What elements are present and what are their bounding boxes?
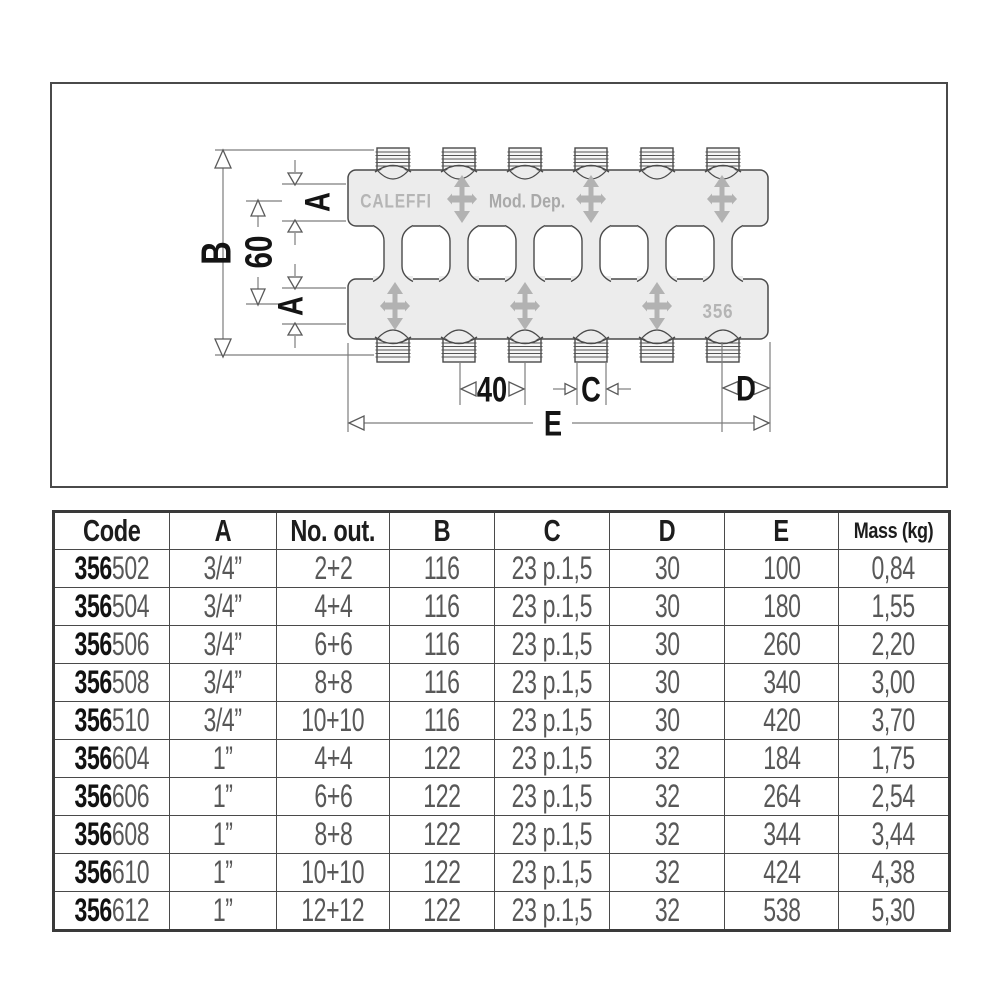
header-code: Code	[54, 512, 170, 550]
table-row	[54, 854, 950, 892]
cell-e: 344	[725, 816, 839, 854]
connecting-tube	[571, 224, 611, 283]
cell-e: 424	[725, 854, 839, 892]
table-row	[54, 664, 950, 702]
header-c: C	[495, 512, 610, 550]
cell-b: 116	[390, 588, 495, 626]
tube-outline	[468, 226, 479, 282]
cell-d: 32	[610, 816, 725, 854]
cell-no-out: 6+6	[277, 626, 390, 664]
header-e: E	[725, 512, 839, 550]
dim-label-E: E	[543, 404, 563, 444]
cell-mass: 3,00	[839, 664, 950, 702]
cell-d: 32	[610, 892, 725, 931]
cell-e: 340	[725, 664, 839, 702]
table-row	[54, 778, 950, 816]
dim-label-A-upper: A	[298, 192, 338, 212]
tube-outline	[666, 226, 677, 282]
tube-outline	[703, 226, 714, 282]
cell-a: 1”	[170, 854, 277, 892]
mod-dep-text: Mod. Dep.	[488, 190, 566, 212]
tube-outline	[505, 226, 516, 282]
tube-outline	[402, 226, 413, 282]
cell-c: 23 p.1,5	[495, 550, 610, 588]
cell-e: 264	[725, 778, 839, 816]
cell-mass: 3,70	[839, 702, 950, 740]
cell-a: 3/4”	[170, 588, 277, 626]
cell-code: 356604	[54, 740, 170, 778]
cell-b: 122	[390, 778, 495, 816]
series-text: 356	[702, 299, 734, 323]
cell-mass: 0,84	[839, 550, 950, 588]
cell-mass: 4,38	[839, 854, 950, 892]
table-row	[54, 892, 950, 931]
cell-a: 1”	[170, 740, 277, 778]
cell-no-out: 6+6	[277, 778, 390, 816]
table-row	[54, 740, 950, 778]
tube-outline	[600, 226, 611, 282]
cell-no-out: 8+8	[277, 664, 390, 702]
cell-c: 23 p.1,5	[495, 664, 610, 702]
cell-code: 356612	[54, 892, 170, 931]
cell-mass: 2,20	[839, 626, 950, 664]
cell-b: 116	[390, 626, 495, 664]
cell-d: 30	[610, 702, 725, 740]
cell-c: 23 p.1,5	[495, 778, 610, 816]
cell-b: 122	[390, 816, 495, 854]
header-no-out: No. out.	[277, 512, 390, 550]
cell-a: 3/4”	[170, 550, 277, 588]
cell-a: 3/4”	[170, 664, 277, 702]
drawing-box	[50, 82, 948, 488]
cell-e: 420	[725, 702, 839, 740]
cell-b: 122	[390, 854, 495, 892]
crossbar-icon	[581, 196, 601, 203]
cell-b: 116	[390, 702, 495, 740]
table-header-row	[54, 512, 950, 550]
cell-b: 122	[390, 740, 495, 778]
cell-no-out: 8+8	[277, 816, 390, 854]
cell-d: 30	[610, 664, 725, 702]
cell-c: 23 p.1,5	[495, 740, 610, 778]
tube-outline	[637, 226, 648, 282]
cell-no-out: 4+4	[277, 740, 390, 778]
header-d: D	[610, 512, 725, 550]
cell-d: 30	[610, 550, 725, 588]
dim-label-C: C	[581, 370, 601, 410]
crossbar-icon	[452, 196, 472, 203]
cell-b: 116	[390, 550, 495, 588]
cell-mass: 2,54	[839, 778, 950, 816]
table-row	[54, 626, 950, 664]
dim-label-A-lower: A	[271, 296, 311, 316]
cell-a: 3/4”	[170, 626, 277, 664]
table-row	[54, 550, 950, 588]
header-a: A	[170, 512, 277, 550]
cell-mass: 3,44	[839, 816, 950, 854]
cell-mass: 1,55	[839, 588, 950, 626]
cell-b: 116	[390, 664, 495, 702]
cell-c: 23 p.1,5	[495, 702, 610, 740]
cell-code: 356606	[54, 778, 170, 816]
cell-a: 1”	[170, 816, 277, 854]
cell-d: 32	[610, 778, 725, 816]
connecting-tube	[505, 224, 545, 283]
connecting-tube	[703, 224, 743, 283]
cell-d: 32	[610, 740, 725, 778]
header-mass: Mass (kg)	[839, 512, 950, 550]
tube-outline	[571, 226, 582, 282]
spec-table	[52, 510, 951, 932]
cell-no-out: 2+2	[277, 550, 390, 588]
cell-a: 1”	[170, 892, 277, 931]
cell-c: 23 p.1,5	[495, 892, 610, 931]
cell-c: 23 p.1,5	[495, 816, 610, 854]
tube-outline	[373, 226, 384, 282]
cell-d: 32	[610, 854, 725, 892]
cell-b: 122	[390, 892, 495, 931]
cell-e: 100	[725, 550, 839, 588]
cell-mass: 1,75	[839, 740, 950, 778]
dim-label-D: D	[736, 369, 756, 409]
dim-label-40: 40	[476, 370, 508, 410]
cell-c: 23 p.1,5	[495, 854, 610, 892]
table-row	[54, 816, 950, 854]
cell-e: 538	[725, 892, 839, 931]
table-row	[54, 702, 950, 740]
crossbar-icon	[515, 303, 535, 310]
technical-drawing	[52, 84, 946, 486]
cell-code: 356504	[54, 588, 170, 626]
dim-label-B: B	[192, 241, 240, 265]
cell-mass: 5,30	[839, 892, 950, 931]
cell-c: 23 p.1,5	[495, 588, 610, 626]
connecting-tubes	[373, 222, 743, 283]
cell-code: 356610	[54, 854, 170, 892]
cell-no-out: 10+10	[277, 702, 390, 740]
cell-d: 30	[610, 588, 725, 626]
dim-label-60: 60	[237, 235, 281, 269]
crossbar-icon	[712, 196, 732, 203]
cell-no-out: 4+4	[277, 588, 390, 626]
cell-code: 356506	[54, 626, 170, 664]
tube-outline	[439, 226, 450, 282]
cell-code: 356608	[54, 816, 170, 854]
connecting-tube	[439, 224, 479, 283]
cell-no-out: 12+12	[277, 892, 390, 931]
cell-code: 356510	[54, 702, 170, 740]
crossbar-icon	[647, 303, 667, 310]
cell-e: 184	[725, 740, 839, 778]
cell-no-out: 10+10	[277, 854, 390, 892]
cell-e: 260	[725, 626, 839, 664]
cell-c: 23 p.1,5	[495, 626, 610, 664]
crossbar-icon	[385, 303, 405, 310]
cell-d: 30	[610, 626, 725, 664]
cell-a: 1”	[170, 778, 277, 816]
connecting-tube	[373, 224, 413, 283]
connecting-tube	[637, 224, 677, 283]
tube-outline	[534, 226, 545, 282]
cell-code: 356508	[54, 664, 170, 702]
header-b: B	[390, 512, 495, 550]
table-row	[54, 588, 950, 626]
cell-e: 180	[725, 588, 839, 626]
tube-outline	[732, 226, 743, 282]
brand-text: CALEFFI	[360, 190, 432, 212]
cell-code: 356502	[54, 550, 170, 588]
cell-a: 3/4”	[170, 702, 277, 740]
